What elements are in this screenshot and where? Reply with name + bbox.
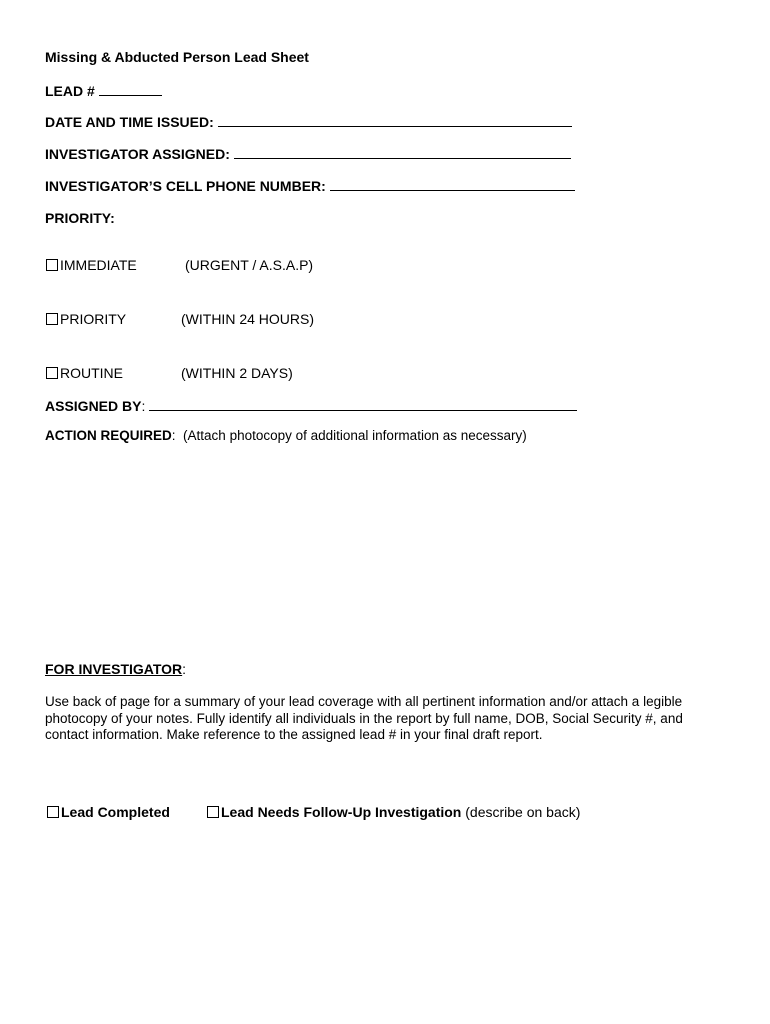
priority-option-routine[interactable]	[46, 365, 123, 381]
priority-option-label: PRIORITY	[60, 311, 127, 327]
page-title: Missing & Abducted Person Lead Sheet	[45, 49, 309, 65]
action-required-row	[45, 428, 527, 443]
action-required-colon: :	[171, 428, 176, 443]
lead-number-label: LEAD #	[45, 83, 95, 99]
lead-completed-option[interactable]	[47, 804, 170, 820]
priority-label: PRIORITY:	[45, 210, 115, 226]
lead-number-field[interactable]	[99, 94, 162, 96]
priority-option-immediate[interactable]	[46, 257, 137, 273]
for-investigator-instructions: Use back of page for a summary of your lead coverage with all pertinent information and/or attach a legible photocopy of your notes. Fully identify all individuals in the report by full name, DOB, Social Security #, and contact information. Make reference to the assigned lead # in your final draft report.	[45, 694, 683, 742]
cell-phone-label: INVESTIGATOR’S CELL PHONE NUMBER:	[45, 178, 326, 194]
date-time-row	[45, 114, 572, 130]
assigned-by-colon: :	[141, 398, 146, 414]
priority-option-label: ROUTINE	[60, 365, 123, 381]
date-time-field[interactable]	[218, 125, 572, 127]
action-required-note: (Attach photocopy of additional information as necessary)	[183, 428, 527, 443]
priority-option-label: IMMEDIATE	[60, 257, 137, 273]
checkbox-icon[interactable]	[207, 806, 219, 818]
date-time-label: DATE AND TIME ISSUED:	[45, 114, 214, 130]
cell-phone-field[interactable]	[330, 189, 575, 191]
priority-option-detail: (WITHIN 2 DAYS)	[181, 365, 293, 381]
priority-option-detail: (URGENT / A.S.A.P)	[185, 257, 314, 273]
checkbox-icon[interactable]	[46, 259, 58, 271]
lead-completed-label: Lead Completed	[61, 804, 170, 820]
lead-followup-label: Lead Needs Follow-Up Investigation	[221, 804, 462, 820]
assigned-by-label: ASSIGNED BY	[45, 398, 142, 414]
lead-number-row	[45, 83, 162, 99]
assigned-by-row	[45, 398, 577, 414]
checkbox-icon[interactable]	[47, 806, 59, 818]
investigator-label: INVESTIGATOR ASSIGNED:	[45, 146, 230, 162]
checkbox-icon[interactable]	[46, 367, 58, 379]
lead-followup-note: (describe on back)	[465, 804, 581, 820]
priority-option-detail: (WITHIN 24 HOURS)	[181, 311, 314, 327]
priority-option-priority[interactable]	[46, 311, 126, 327]
for-investigator-heading: FOR INVESTIGATOR	[45, 661, 183, 677]
checkbox-icon[interactable]	[46, 313, 58, 325]
assigned-by-field[interactable]	[149, 409, 577, 411]
lead-followup-option[interactable]	[207, 804, 580, 820]
investigator-row	[45, 146, 571, 162]
investigator-field[interactable]	[234, 157, 571, 159]
action-required-label: ACTION REQUIRED	[45, 428, 172, 443]
for-investigator-colon: :	[182, 661, 187, 677]
for-investigator-heading-row	[45, 661, 186, 677]
cell-phone-row	[45, 178, 575, 194]
